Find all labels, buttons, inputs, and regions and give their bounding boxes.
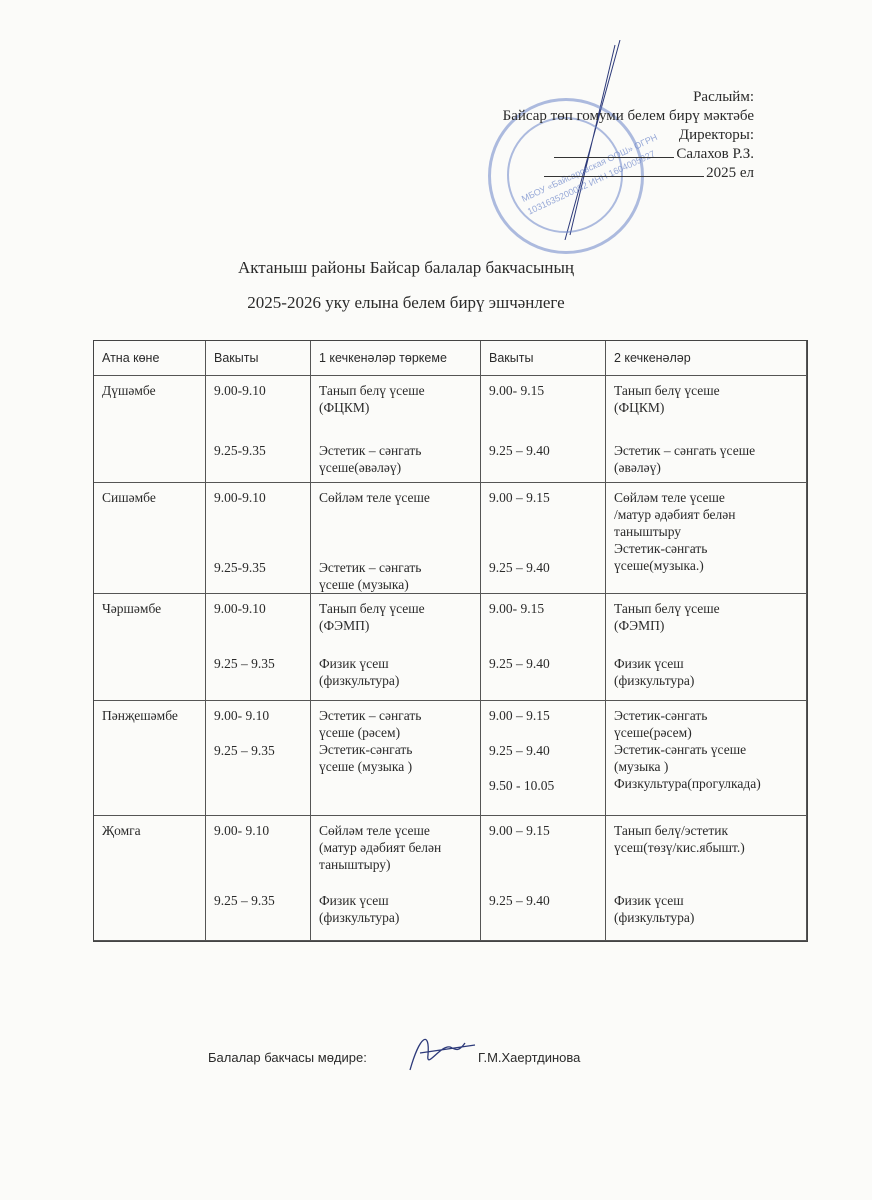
header-cell bbox=[481, 341, 606, 376]
header-label: 1 кечкенәләр төркеме bbox=[319, 351, 447, 365]
time-slot: 9.00- 9.15 bbox=[489, 601, 545, 616]
time-slot: 9.25 – 9.35 bbox=[214, 656, 275, 671]
signature-line bbox=[554, 145, 674, 158]
time-slot: 9.25 – 9.40 bbox=[489, 743, 550, 758]
time-slot: 9.00 – 9.15 bbox=[489, 823, 550, 838]
activity: Сөйләм теле үсеше /матур әдәбият белән таныштыру Эстетик-сәнгать үсеше(музыка.) bbox=[614, 490, 736, 573]
time1-cell bbox=[206, 376, 311, 483]
head-signature bbox=[400, 1025, 480, 1080]
footer-label: Балалар бакчасы мөдире: bbox=[208, 1050, 367, 1065]
time-slot: 9.25-9.35 bbox=[214, 560, 266, 575]
time2-cell bbox=[481, 701, 606, 816]
stamp-text: МБОУ «Байсаровская ООШ» ОГРН 1031635200082 ИНН 1604005927 bbox=[519, 132, 659, 217]
time1-cell bbox=[206, 594, 311, 701]
header-label: Вакыты bbox=[214, 351, 259, 365]
group1-cell bbox=[311, 701, 481, 816]
group2-cell bbox=[606, 376, 807, 483]
activity: Сөйләм теле үсеше (матур әдәбият белән таныштыру) bbox=[319, 823, 442, 872]
activity: Физик үсеш (физкультура) bbox=[614, 656, 695, 688]
group2-cell bbox=[606, 701, 807, 816]
time-slot: 9.00-9.10 bbox=[214, 383, 266, 398]
time-slot: 9.00-9.10 bbox=[214, 490, 266, 505]
day-cell bbox=[94, 816, 206, 941]
group2-cell bbox=[606, 594, 807, 701]
activity: Сөйләм теле үсеше bbox=[319, 490, 430, 505]
activity: Физик үсеш (физкультура) bbox=[614, 893, 695, 925]
header-cell bbox=[206, 341, 311, 376]
group1-cell bbox=[311, 376, 481, 483]
group1-cell bbox=[311, 594, 481, 701]
day-name: Сишәмбе bbox=[102, 490, 156, 505]
time2-cell bbox=[481, 376, 606, 483]
time-slot: 9.25 – 9.35 bbox=[214, 893, 275, 908]
activity: Танып белү/эстетик үсеш(төзү/кис.ябышт.) bbox=[614, 823, 745, 855]
time-slot: 9.00- 9.10 bbox=[214, 708, 270, 723]
time1-cell bbox=[206, 701, 311, 816]
approval-block bbox=[503, 88, 754, 183]
time-slot: 9.25 – 9.40 bbox=[489, 656, 550, 671]
day-name: Пәнҗешәмбе bbox=[102, 708, 178, 723]
time-slot: 9.25 – 9.40 bbox=[489, 893, 550, 908]
day-cell bbox=[94, 376, 206, 483]
header-cell bbox=[311, 341, 481, 376]
activity: Эстетик – сәнгать үсеше (рәсем) Эстетик-сәнгать үсеше (музыка ) bbox=[319, 708, 422, 774]
time2-cell bbox=[481, 816, 606, 941]
time1-cell bbox=[206, 816, 311, 941]
approval-school: Байсар төп гомуми белем бирү мәктәбе bbox=[502, 108, 754, 124]
time-slot: 9.25-9.35 bbox=[214, 443, 266, 458]
activity: Физик үсеш (физкультура) bbox=[319, 656, 400, 688]
group2-cell bbox=[606, 816, 807, 941]
time2-cell bbox=[481, 483, 606, 594]
time-slot: 9.00 – 9.15 bbox=[489, 708, 550, 723]
activity: Эстетик – сәнгать үсеше (әвәләү) bbox=[614, 443, 756, 475]
approval-position: Директоры: bbox=[678, 127, 754, 143]
activity: Танып белү үсеше (ФЦКМ) bbox=[319, 383, 425, 415]
time-slot: 9.25 – 9.40 bbox=[489, 560, 550, 575]
activity: Танып белү үсеше (ФЭМП) bbox=[614, 601, 720, 633]
day-cell bbox=[94, 483, 206, 594]
time1-cell bbox=[206, 483, 311, 594]
group1-cell bbox=[311, 816, 481, 941]
header-cell bbox=[606, 341, 807, 376]
day-cell bbox=[94, 594, 206, 701]
time-slot: 9.25 – 9.40 bbox=[489, 443, 550, 458]
header-label: 2 кечкенәләр bbox=[614, 351, 691, 365]
activity: Эстетик-сәнгать үсеше(рәсем) Эстетик-сәнгать үсеше (музыка ) Физкультура(прогулкада) bbox=[614, 708, 761, 791]
doc-title-line1: Актаныш районы Байсар балалар бакчасының bbox=[238, 258, 574, 277]
day-name: Җомга bbox=[102, 823, 141, 838]
date-line bbox=[544, 164, 704, 177]
doc-title-line2: 2025-2026 уку елына белем бирү эшчәнлеге bbox=[247, 293, 565, 312]
time-slot: 9.00 – 9.15 bbox=[489, 490, 550, 505]
activity: Эстетик – сәнгать үсеше(әвәләү) bbox=[319, 443, 422, 475]
approval-year: 2025 ел bbox=[706, 165, 754, 181]
activity: Танып белү үсеше (ФЦКМ) bbox=[614, 383, 720, 415]
time-slot: 9.25 – 9.35 bbox=[214, 743, 275, 758]
activity: Танып белү үсеше (ФЭМП) bbox=[319, 601, 425, 633]
day-name: Чәршәмбе bbox=[102, 601, 162, 616]
header-label: Вакыты bbox=[489, 351, 534, 365]
day-cell bbox=[94, 701, 206, 816]
day-name: Дүшәмбе bbox=[102, 383, 156, 398]
activity: Эстетик – сәнгать үсеше (музыка) bbox=[319, 560, 422, 592]
time-slot: 9.00-9.10 bbox=[214, 601, 266, 616]
group2-cell bbox=[606, 483, 807, 594]
time-slot: 9.50 - 10.05 bbox=[489, 778, 555, 793]
activity: Физик үсеш (физкультура) bbox=[319, 893, 400, 925]
approval-label: Раслыйм: bbox=[693, 89, 754, 105]
time-slot: 9.00- 9.15 bbox=[489, 383, 545, 398]
schedule-table bbox=[93, 340, 808, 942]
group1-cell bbox=[311, 483, 481, 594]
header-label: Атна көне bbox=[102, 351, 160, 365]
footer-name: Г.М.Хаертдинова bbox=[478, 1050, 581, 1065]
time-slot: 9.00- 9.10 bbox=[214, 823, 270, 838]
header-cell bbox=[94, 341, 206, 376]
approval-director: Салахов Р.З. bbox=[676, 146, 754, 162]
time2-cell bbox=[481, 594, 606, 701]
